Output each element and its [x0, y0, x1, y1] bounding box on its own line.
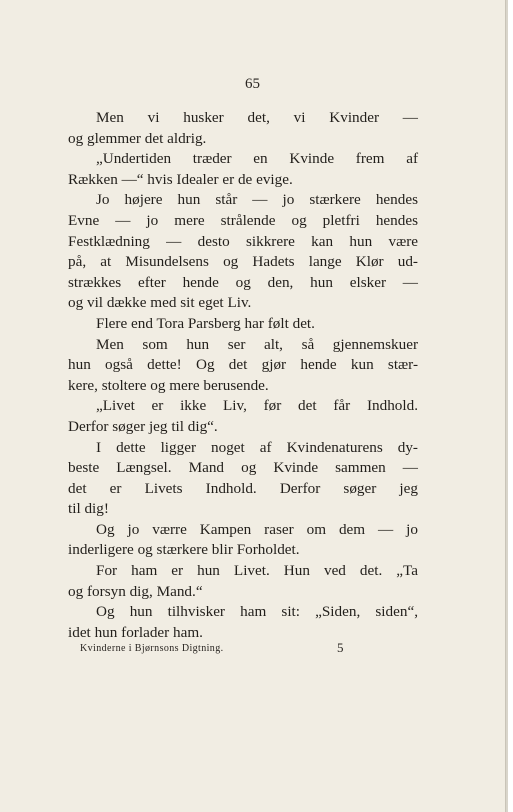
- text-line: og glemmer det aldrig.: [68, 129, 207, 147]
- text-line: kere, stoltere og mere berusende.: [68, 376, 269, 394]
- text-line: beste Længsel. Mand og Kvinde sammen —: [68, 459, 418, 477]
- text-line: inderligere og stærkere blir Forholdet.: [68, 541, 300, 559]
- text-line: For ham er hun Livet. Hun ved det. „Ta: [96, 562, 418, 580]
- text-line: Rækken —“ hvis Idealer er de evige.: [68, 170, 293, 188]
- text-line: Men som hun ser alt, så gjennemskuer: [96, 335, 418, 353]
- text-line: Jo højere hun står — jo stærkere hendes: [96, 191, 418, 209]
- text-line: hun også dette! Og det gjør hende kun stær-: [68, 356, 418, 374]
- text-line: Og jo værre Kampen raser om dem — jo: [96, 520, 418, 538]
- page-number: 65: [245, 76, 260, 92]
- body-text: [68, 108, 418, 643]
- text-line: og vil dække med sit eget Liv.: [68, 294, 252, 312]
- text-line: I dette ligger noget af Kvindenaturens dy-: [96, 438, 418, 456]
- text-line: Festklædning — desto sikkrere kan hun være: [68, 232, 418, 250]
- text-line: til dig!: [68, 500, 109, 518]
- text-line: Flere end Tora Parsberg har følt det.: [96, 314, 315, 332]
- text-line: det er Livets Indhold. Derfor søger jeg: [68, 479, 418, 497]
- footer-title: Kvinderne i Bjørnsons Digtning.: [80, 643, 224, 654]
- signature-mark: 5: [337, 640, 344, 655]
- text-line: Men vi husker det, vi Kvinder —: [96, 109, 418, 126]
- text-line: Evne — jo mere strålende og pletfri hendes: [68, 211, 418, 229]
- text-line: „Undertiden træder en Kvinde frem af: [96, 150, 418, 168]
- text-line: „Livet er ikke Liv, før det får Indhold.: [96, 397, 418, 415]
- text-line: strækkes efter hende og den, hun elsker —: [68, 273, 418, 291]
- text-line: idet hun forlader ham.: [68, 623, 203, 641]
- text-line: Og hun tilhvisker ham sit: „Siden, siden“,: [96, 603, 418, 621]
- text-line: Derfor søger jeg til dig“.: [68, 417, 218, 435]
- text-line: og forsyn dig, Mand.“: [68, 582, 203, 600]
- text-line: på, at Misundelsens og Hadets lange Klør ud-: [68, 253, 418, 271]
